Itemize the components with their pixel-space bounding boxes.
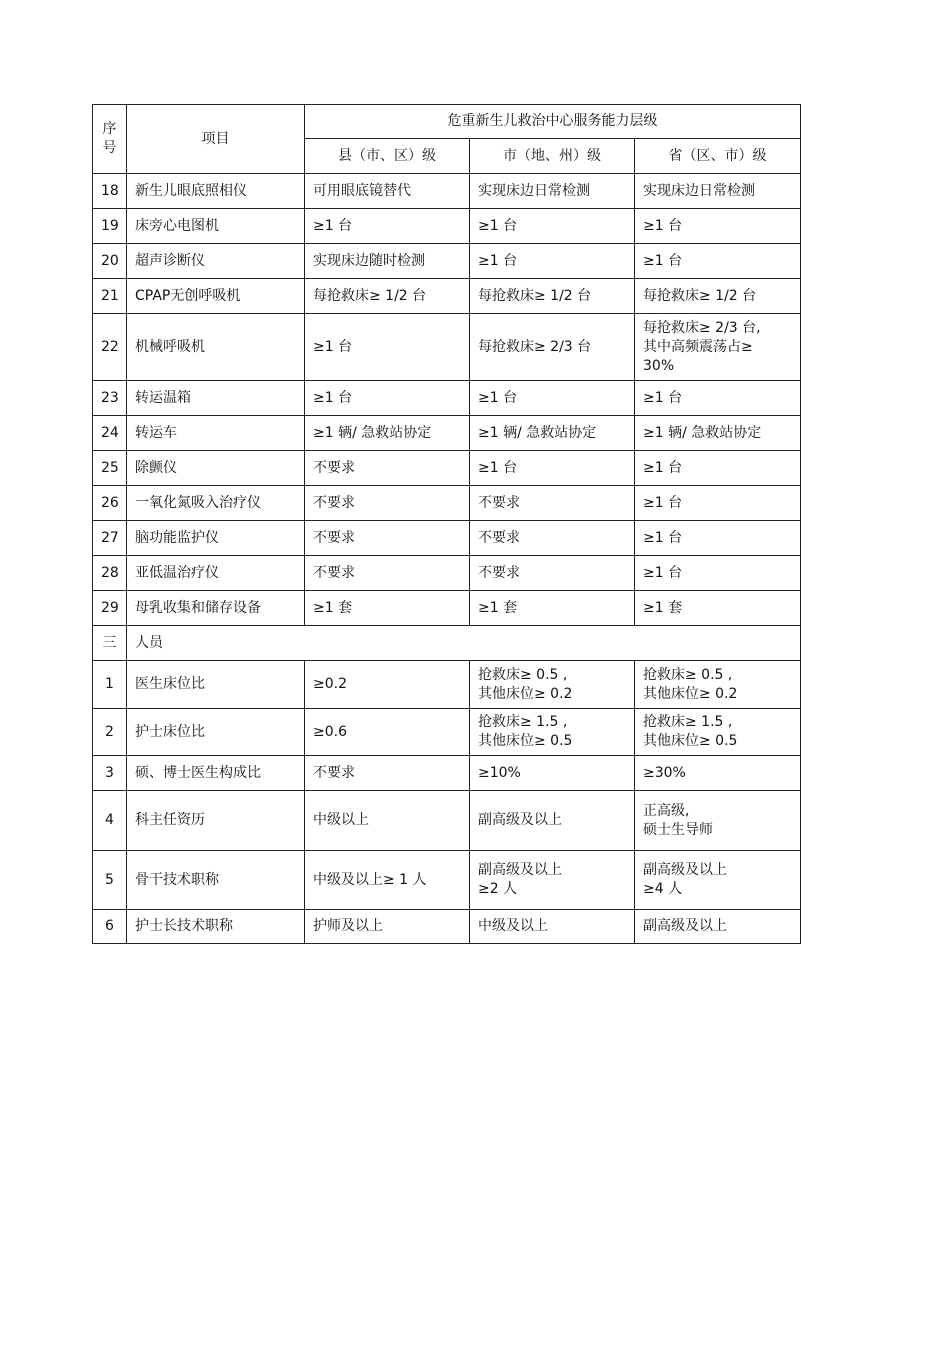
county-level-value: 每抢救床≥ 1/2 台 — [305, 279, 470, 314]
row-number: 25 — [93, 451, 127, 486]
county-level-value: ≥1 套 — [305, 591, 470, 626]
province-level-value: 副高级及以上 ≥4 人 — [635, 851, 801, 910]
requirements-table — [92, 104, 801, 944]
county-level-value: 不要求 — [305, 556, 470, 591]
county-level-value: ≥0.6 — [305, 709, 470, 756]
item-name: 超声诊断仪 — [127, 244, 305, 279]
equipment-row — [93, 381, 801, 416]
province-level-value: ≥1 台 — [635, 209, 801, 244]
county-level-value: 不要求 — [305, 451, 470, 486]
row-number: 27 — [93, 521, 127, 556]
province-level-value: ≥1 台 — [635, 381, 801, 416]
county-level-value: ≥1 辆/ 急救站协定 — [305, 416, 470, 451]
equipment-row — [93, 556, 801, 591]
city-level-value: 每抢救床≥ 1/2 台 — [470, 279, 635, 314]
row-number: 23 — [93, 381, 127, 416]
province-level-value: ≥1 台 — [635, 486, 801, 521]
level-group-header: 危重新生儿救治中心服务能力层级 — [305, 105, 801, 139]
row-number: 6 — [93, 910, 127, 944]
county-level-value: 可用眼底镜替代 — [305, 174, 470, 209]
province-level-value: ≥1 台 — [635, 521, 801, 556]
row-number: 19 — [93, 209, 127, 244]
city-level-value: 每抢救床≥ 2/3 台 — [470, 314, 635, 381]
city-level-value: ≥1 辆/ 急救站协定 — [470, 416, 635, 451]
city-level-value: ≥1 台 — [470, 209, 635, 244]
city-level-value: 抢救床≥ 1.5 , 其他床位≥ 0.5 — [470, 709, 635, 756]
city-level-value: 不要求 — [470, 486, 635, 521]
row-number: 2 — [93, 709, 127, 756]
item-name: 亚低温治疗仪 — [127, 556, 305, 591]
staff-row — [93, 910, 801, 944]
level-city-header: 市（地、州）级 — [470, 139, 635, 174]
province-level-value: ≥1 台 — [635, 451, 801, 486]
staff-row — [93, 756, 801, 791]
item-name: 新生儿眼底照相仪 — [127, 174, 305, 209]
item-name: 除颤仪 — [127, 451, 305, 486]
item-name: 母乳收集和储存设备 — [127, 591, 305, 626]
item-header: 项目 — [127, 105, 305, 174]
item-name: 转运温箱 — [127, 381, 305, 416]
county-level-value: 中级及以上≥ 1 人 — [305, 851, 470, 910]
county-level-value: ≥1 台 — [305, 314, 470, 381]
equipment-row — [93, 486, 801, 521]
county-level-value: ≥1 台 — [305, 209, 470, 244]
equipment-row — [93, 279, 801, 314]
row-number: 24 — [93, 416, 127, 451]
item-name: 转运车 — [127, 416, 305, 451]
level-county-header: 县（市、区）级 — [305, 139, 470, 174]
county-level-value: ≥1 台 — [305, 381, 470, 416]
equipment-row — [93, 314, 801, 381]
city-level-value: 副高级及以上 ≥2 人 — [470, 851, 635, 910]
item-name: 医生床位比 — [127, 661, 305, 709]
city-level-value: ≥10% — [470, 756, 635, 791]
equipment-row — [93, 416, 801, 451]
item-name: 一氧化氮吸入治疗仪 — [127, 486, 305, 521]
row-number: 5 — [93, 851, 127, 910]
province-level-value: ≥30% — [635, 756, 801, 791]
row-number: 1 — [93, 661, 127, 709]
item-name: 脑功能监护仪 — [127, 521, 305, 556]
equipment-row — [93, 451, 801, 486]
seq-header: 序 号 — [93, 105, 127, 174]
staff-row — [93, 791, 801, 851]
row-number: 3 — [93, 756, 127, 791]
county-level-value: 不要求 — [305, 756, 470, 791]
section-row — [93, 626, 801, 661]
county-level-value: 中级以上 — [305, 791, 470, 851]
province-level-value: 每抢救床≥ 1/2 台 — [635, 279, 801, 314]
city-level-value: ≥1 台 — [470, 451, 635, 486]
section-title: 人员 — [127, 626, 801, 661]
level-province-header: 省（区、市）级 — [635, 139, 801, 174]
item-name: 护士长技术职称 — [127, 910, 305, 944]
province-level-value: 抢救床≥ 0.5 , 其他床位≥ 0.2 — [635, 661, 801, 709]
item-name: 硕、博士医生构成比 — [127, 756, 305, 791]
province-level-value: 副高级及以上 — [635, 910, 801, 944]
province-level-value: ≥1 套 — [635, 591, 801, 626]
equipment-row — [93, 244, 801, 279]
province-level-value: 正高级, 硕士生导师 — [635, 791, 801, 851]
city-level-value: ≥1 台 — [470, 381, 635, 416]
row-number: 20 — [93, 244, 127, 279]
city-level-value: 不要求 — [470, 556, 635, 591]
province-level-value: 实现床边日常检测 — [635, 174, 801, 209]
equipment-row — [93, 174, 801, 209]
row-number: 18 — [93, 174, 127, 209]
city-level-value: ≥1 套 — [470, 591, 635, 626]
province-level-value: ≥1 辆/ 急救站协定 — [635, 416, 801, 451]
province-level-value: 抢救床≥ 1.5 , 其他床位≥ 0.5 — [635, 709, 801, 756]
row-number: 22 — [93, 314, 127, 381]
row-number: 21 — [93, 279, 127, 314]
staff-row — [93, 851, 801, 910]
county-level-value: 实现床边随时检测 — [305, 244, 470, 279]
row-number: 4 — [93, 791, 127, 851]
item-name: 科主任资历 — [127, 791, 305, 851]
equipment-row — [93, 591, 801, 626]
section-number: 三 — [93, 626, 127, 661]
staff-row — [93, 661, 801, 709]
province-level-value: 每抢救床≥ 2/3 台, 其中高频震荡占≥ 30% — [635, 314, 801, 381]
city-level-value: 抢救床≥ 0.5 , 其他床位≥ 0.2 — [470, 661, 635, 709]
city-level-value: 不要求 — [470, 521, 635, 556]
row-number: 29 — [93, 591, 127, 626]
row-number: 28 — [93, 556, 127, 591]
city-level-value: 副高级及以上 — [470, 791, 635, 851]
province-level-value: ≥1 台 — [635, 556, 801, 591]
county-level-value: 不要求 — [305, 486, 470, 521]
header-row — [93, 105, 801, 139]
province-level-value: ≥1 台 — [635, 244, 801, 279]
item-name: 护士床位比 — [127, 709, 305, 756]
row-number: 26 — [93, 486, 127, 521]
equipment-row — [93, 521, 801, 556]
city-level-value: 实现床边日常检测 — [470, 174, 635, 209]
city-level-value: ≥1 台 — [470, 244, 635, 279]
item-name: 机械呼吸机 — [127, 314, 305, 381]
equipment-row — [93, 209, 801, 244]
item-name: 床旁心电图机 — [127, 209, 305, 244]
item-name: 骨干技术职称 — [127, 851, 305, 910]
county-level-value: ≥0.2 — [305, 661, 470, 709]
city-level-value: 中级及以上 — [470, 910, 635, 944]
staff-row — [93, 709, 801, 756]
county-level-value: 不要求 — [305, 521, 470, 556]
county-level-value: 护师及以上 — [305, 910, 470, 944]
item-name: CPAP无创呼吸机 — [127, 279, 305, 314]
